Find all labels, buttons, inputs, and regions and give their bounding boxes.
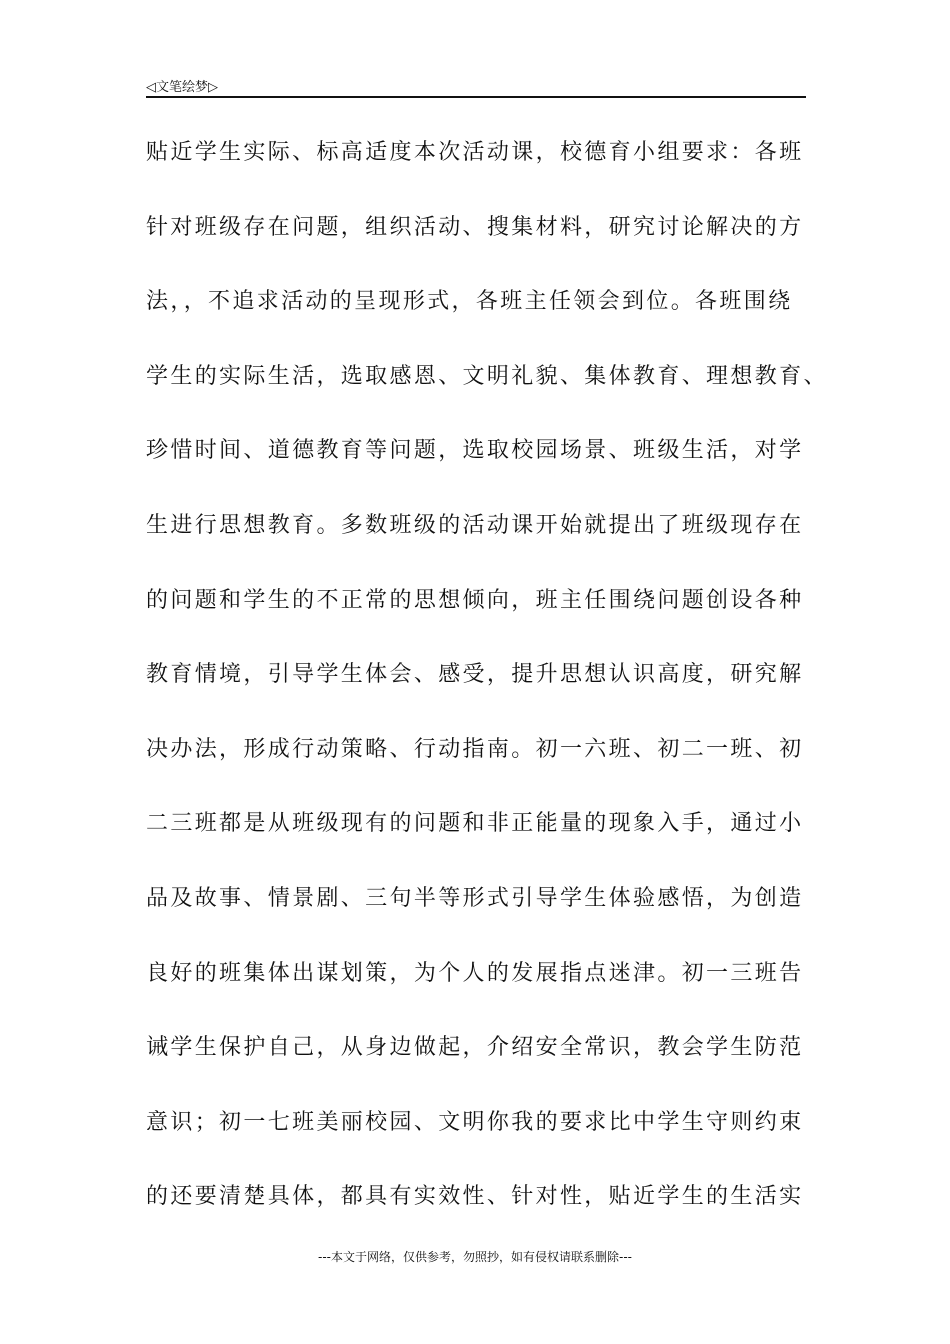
text-line: 贴近学生实际、标高适度本次活动课，校德育小组要求：各班: [146, 140, 804, 165]
text-line: 生进行思想教育。多数班级的活动课开始就提出了班级现存在: [146, 512, 804, 538]
text-line: 决办法，形成行动策略、行动指南。初一六班、初二一班、初: [146, 736, 804, 762]
text-line: 法，，不追求活动的呈现形式，各班主任领会到位。各班围绕: [146, 289, 793, 315]
text-line: 良好的班集体出谋划策，为个人的发展指点迷津。初一三班告: [146, 960, 804, 986]
text-line: 的还要清楚具体，都具有实效性、针对性，贴近学生的生活实: [146, 1184, 804, 1210]
document-body: [146, 133, 826, 1252]
header-divider: [146, 96, 806, 98]
text-line: 诫学生保护自己，从身边做起，介绍安全常识，教会学生防范: [146, 1035, 804, 1061]
header-title: ◁文笔绘梦▷: [146, 80, 218, 95]
text-line: 的问题和学生的不正常的思想倾向，班主任围绕问题创设各种: [146, 587, 804, 613]
text-line: 珍惜时间、道德教育等问题，选取校园场景、班级生活，对学: [146, 438, 804, 464]
text-line: 品及故事、情景剧、三句半等形式引导学生体验感悟，为创造: [146, 885, 804, 911]
text-line: 学生的实际生活，选取感恩、文明礼貌、集体教育、理想教育、: [146, 363, 828, 389]
page-header: [146, 74, 806, 98]
text-line: 意识；初一七班美丽校园、文明你我的要求比中学生守则约束: [146, 1109, 804, 1135]
page-footer-disclaimer: ---本文于网络，仅供参考，勿照抄，如有侵权请联系删除---: [318, 1250, 632, 1264]
text-line: 教育情境，引导学生体会、感受，提升思想认识高度，研究解: [146, 662, 804, 688]
text-line: 二三班都是从班级现有的问题和非正能量的现象入手，通过小: [146, 811, 804, 837]
text-line: 针对班级存在问题，组织活动、搜集材料，研究讨论解决的方: [146, 214, 804, 240]
